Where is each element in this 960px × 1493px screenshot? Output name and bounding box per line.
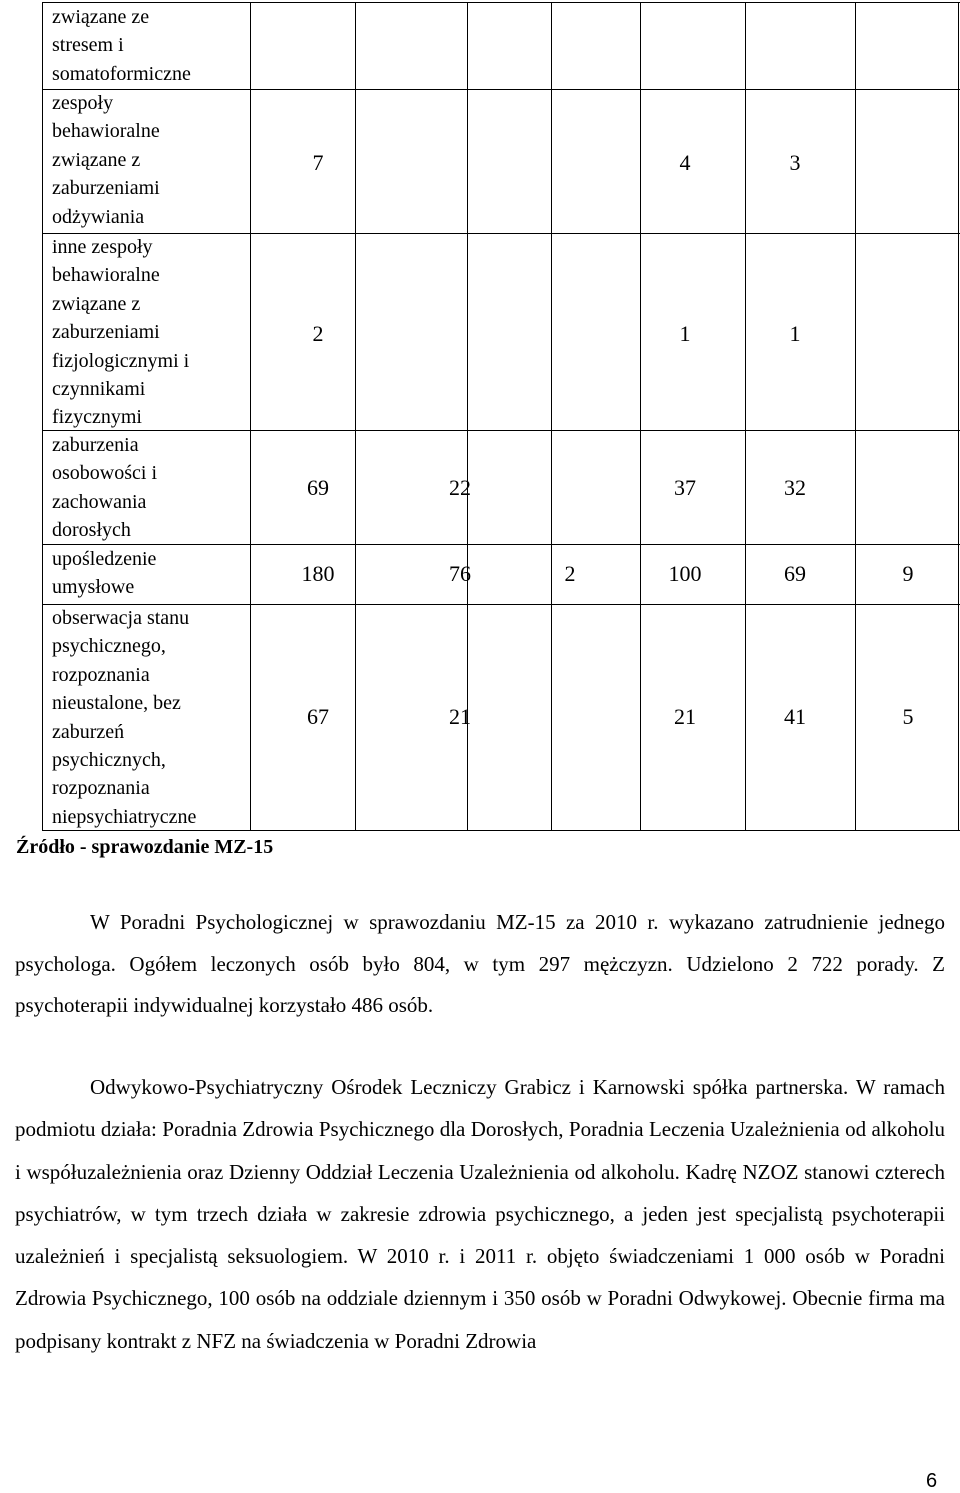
table-cell: 2	[564, 561, 576, 586]
table-cell: 21	[449, 704, 471, 729]
table-row-label: inne zespoły behawioralne związane z zaburzeniami fizjologicznymi i czynnikami fizycznymi	[52, 236, 190, 429]
table-row-label: obserwacja stanu psychicznego, rozpoznania nieustalone, bez zaburzeń psychicznych, rozpoznania niepsychiatryczne	[52, 607, 197, 828]
table-row-label: związane ze stresem i somatoformiczne	[52, 6, 191, 85]
table-column-divider	[958, 2, 959, 831]
table-cell: 5	[902, 704, 914, 729]
table-row-label: upośledzenie umysłowe	[52, 548, 157, 599]
table-column-divider	[355, 2, 356, 831]
table-cell: 69	[784, 561, 806, 586]
table-cell: 4	[679, 150, 691, 175]
table-cell: 3	[789, 150, 801, 175]
table-cell: 22	[449, 475, 471, 500]
table-row-label: zespoły behawioralne związane z zaburzeniami odżywiania	[52, 92, 160, 228]
table-cell: 1	[679, 321, 691, 346]
table-cell: 37	[674, 475, 696, 500]
table-row-label: zaburzenia osobowości i zachowania dorosłych	[52, 434, 157, 542]
table-cell: 9	[902, 561, 914, 586]
source-note: Źródło - sprawozdanie MZ-15	[16, 836, 274, 858]
table-cell: 2	[312, 321, 324, 346]
table-column-divider	[42, 2, 43, 831]
table-cell: 67	[307, 704, 329, 729]
page-number: 6	[926, 1470, 938, 1492]
paragraph: Odwykowo-Psychiatryczny Ośrodek Leczniczy Grabicz i Karnowski spółka partnerska. W ramach podmiotu działa: Poradnia Zdrowia Psychicznego dla Dorosłych, Poradnia Leczenia Uzależnienia od alkoholu i współuzależnienia oraz Dzienny Oddział Leczenia Uzależnienia od alkoholu. Kadrę NZOZ stanowi czterech psychiatrów, w tym trzech działa w zakresie zdrowia psychicznego, a jeden jest specjalistą psychoterapii uzależnień i specjalistą seksuologiem. W 2010 r. i 2011 r. objęto świadczeniami 1 000 osób w Poradni Zdrowia Psychicznego, 100 osób na oddziale dziennym i 350 osób w Poradni Odwykowej. Obecnie firma ma podpisany kontrakt z NFZ na świadczenia w Poradni Zdrowia	[15, 1075, 945, 1353]
table-column-divider	[551, 2, 552, 831]
table-cell: 180	[301, 561, 335, 586]
table-cell: 100	[668, 561, 702, 586]
table-cell: 1	[789, 321, 801, 346]
table-cell: 32	[784, 475, 806, 500]
paragraph: W Poradni Psychologicznej w sprawozdaniu MZ-15 za 2010 r. wykazano zatrudnienie jednego psychologa. Ogółem leczonych osób było 804, w tym 297 mężczyzn. Udzielono 2 722 porady. Z psychoterapii indywidualnej korzystało 486 osób.	[15, 910, 945, 1017]
table-cell: 69	[307, 475, 329, 500]
table-cell: 7	[312, 150, 324, 175]
table-cell: 76	[449, 561, 471, 586]
table-column-divider	[855, 2, 856, 831]
table-column-divider	[640, 2, 641, 831]
table-column-divider	[745, 2, 746, 831]
table-cell: 21	[674, 704, 696, 729]
table-cell: 41	[784, 704, 806, 729]
